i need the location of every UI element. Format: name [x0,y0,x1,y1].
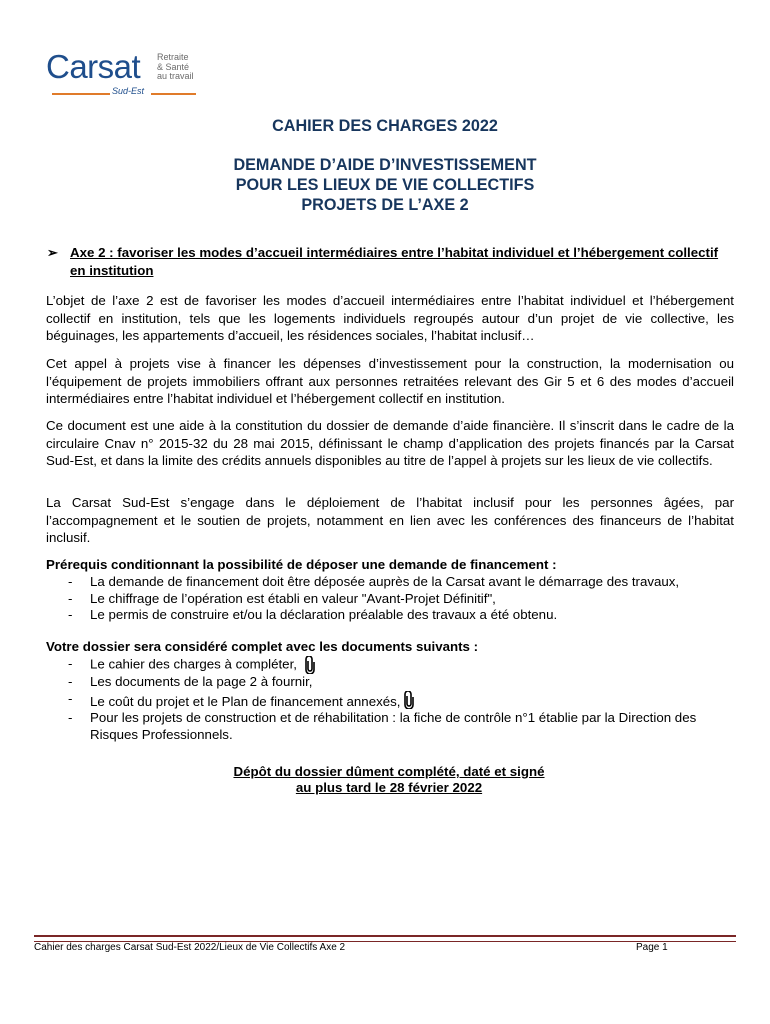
axe-heading-text: Axe 2 : favoriser les modes d’accueil intermédiaires entre l’habitat individuel et l’hébergement collectif en institution [70,245,719,278]
logo-tagline-3: au travail [157,71,194,81]
paragraph-document: Ce document est une aide à la constitution du dossier de demande d’aide financière. Il s’inscrit dans le cadre de la circulaire Cnav n° 2015-32 du 28 mai 2015, définissant le champ d’application des projets financés par la Carsat Sud-Est, et dans la limite des crédits annuels disponibles au titre de l’appel à projets sur les lieux de vie collectifs. [46,418,734,468]
logo-underline-left [52,93,110,95]
footer-title: Cahier des charges Carsat Sud-Est 2022/Lieux de Vie Collectifs Axe 2 [34,942,346,953]
deposit-line-2: au plus tard le 28 février 2022 [295,780,483,795]
carsat-logo [46,48,206,100]
paragraph-engagement: La Carsat Sud-Est s’engage dans le déploiement de l’habitat inclusif pour les personnes âgées, par l’accompagnement et le soutien de projets, notamment en lien avec les conférences des financeurs de l’habitat inclusif. [46,495,734,545]
dossier-list [46,656,736,743]
prerequis-list [46,574,736,624]
list-item-cout [46,691,736,711]
logo-tagline-2: & Santé [157,61,190,72]
list-item: - Les documents de la page 2 à fournir, [46,674,736,691]
list-item-cahier [46,656,736,674]
list-item-text: Le coût du projet et le Plan de financement annexés, [90,693,401,709]
paperclip-icon[interactable] [404,691,414,709]
title-demande: DEMANDE D’AIDE D’INVESTISSEMENT [233,156,537,174]
list-item: - Pour les projets de construction et de réhabilitation : la fiche de contrôle n°1 établie par la Direction des Risques Professionnels. [46,710,736,743]
deposit-line-1: Dépôt du dossier dûment complété, daté et signé [233,764,545,779]
footer-divider [34,935,736,942]
logo-tagline [157,53,194,82]
paragraph-appel: Cet appel à projets vise à financer les dépenses d’investissement pour la construction, la modernisation ou l’équipement de projets immobiliers offrant aux personnes retraitées relevant des Gir 5 et 6 des modes d’accueil intermédiaires entre l’habitat individuel et l’hébergement collectif en institution. [46,356,734,406]
logo-region: Sud-Est [112,86,145,96]
axe-heading [47,244,734,280]
list-item-text: Le cahier des charges à compléter, [90,656,297,672]
paragraph-objet: L’objet de l’axe 2 est de favoriser les modes d’accueil intermédiaires entre l’habitat individuel et l’hébergement collectif en institution, tels que les logements individuels regroupés autour d’un projet de vie collective, les béguinages, les appartements d’accueil, les résidences sociales, l’habitat inclusif… [46,293,734,343]
arrow-bullet-icon: ➢ [47,245,58,260]
logo-brand: Carsat [46,48,141,85]
title-projets: PROJETS DE L’AXE 2 [301,196,469,214]
title-cahier: CAHIER DES CHARGES 2022 [272,117,498,135]
title-lieux: POUR LES LIEUX DE VIE COLLECTIFS [235,176,535,194]
list-item: - La demande de financement doit être déposée auprès de la Carsat avant le démarrage des travaux, [46,574,736,591]
list-item: - Le permis de construire et/ou la déclaration préalable des travaux a été obtenu. [46,607,736,624]
prerequis-heading: Prérequis conditionnant la possibilité de déposer une demande de financement : [46,557,557,572]
dossier-heading: Votre dossier sera considéré complet avec les documents suivants : [46,639,479,654]
paperclip-icon[interactable] [305,656,315,674]
logo-tagline-1: Retraite [157,52,189,62]
logo-underline-right [151,93,196,95]
list-item: - Le chiffrage de l’opération est établi en valeur "Avant-Projet Définitif", [46,591,736,608]
page-number: Page 1 [636,942,668,953]
